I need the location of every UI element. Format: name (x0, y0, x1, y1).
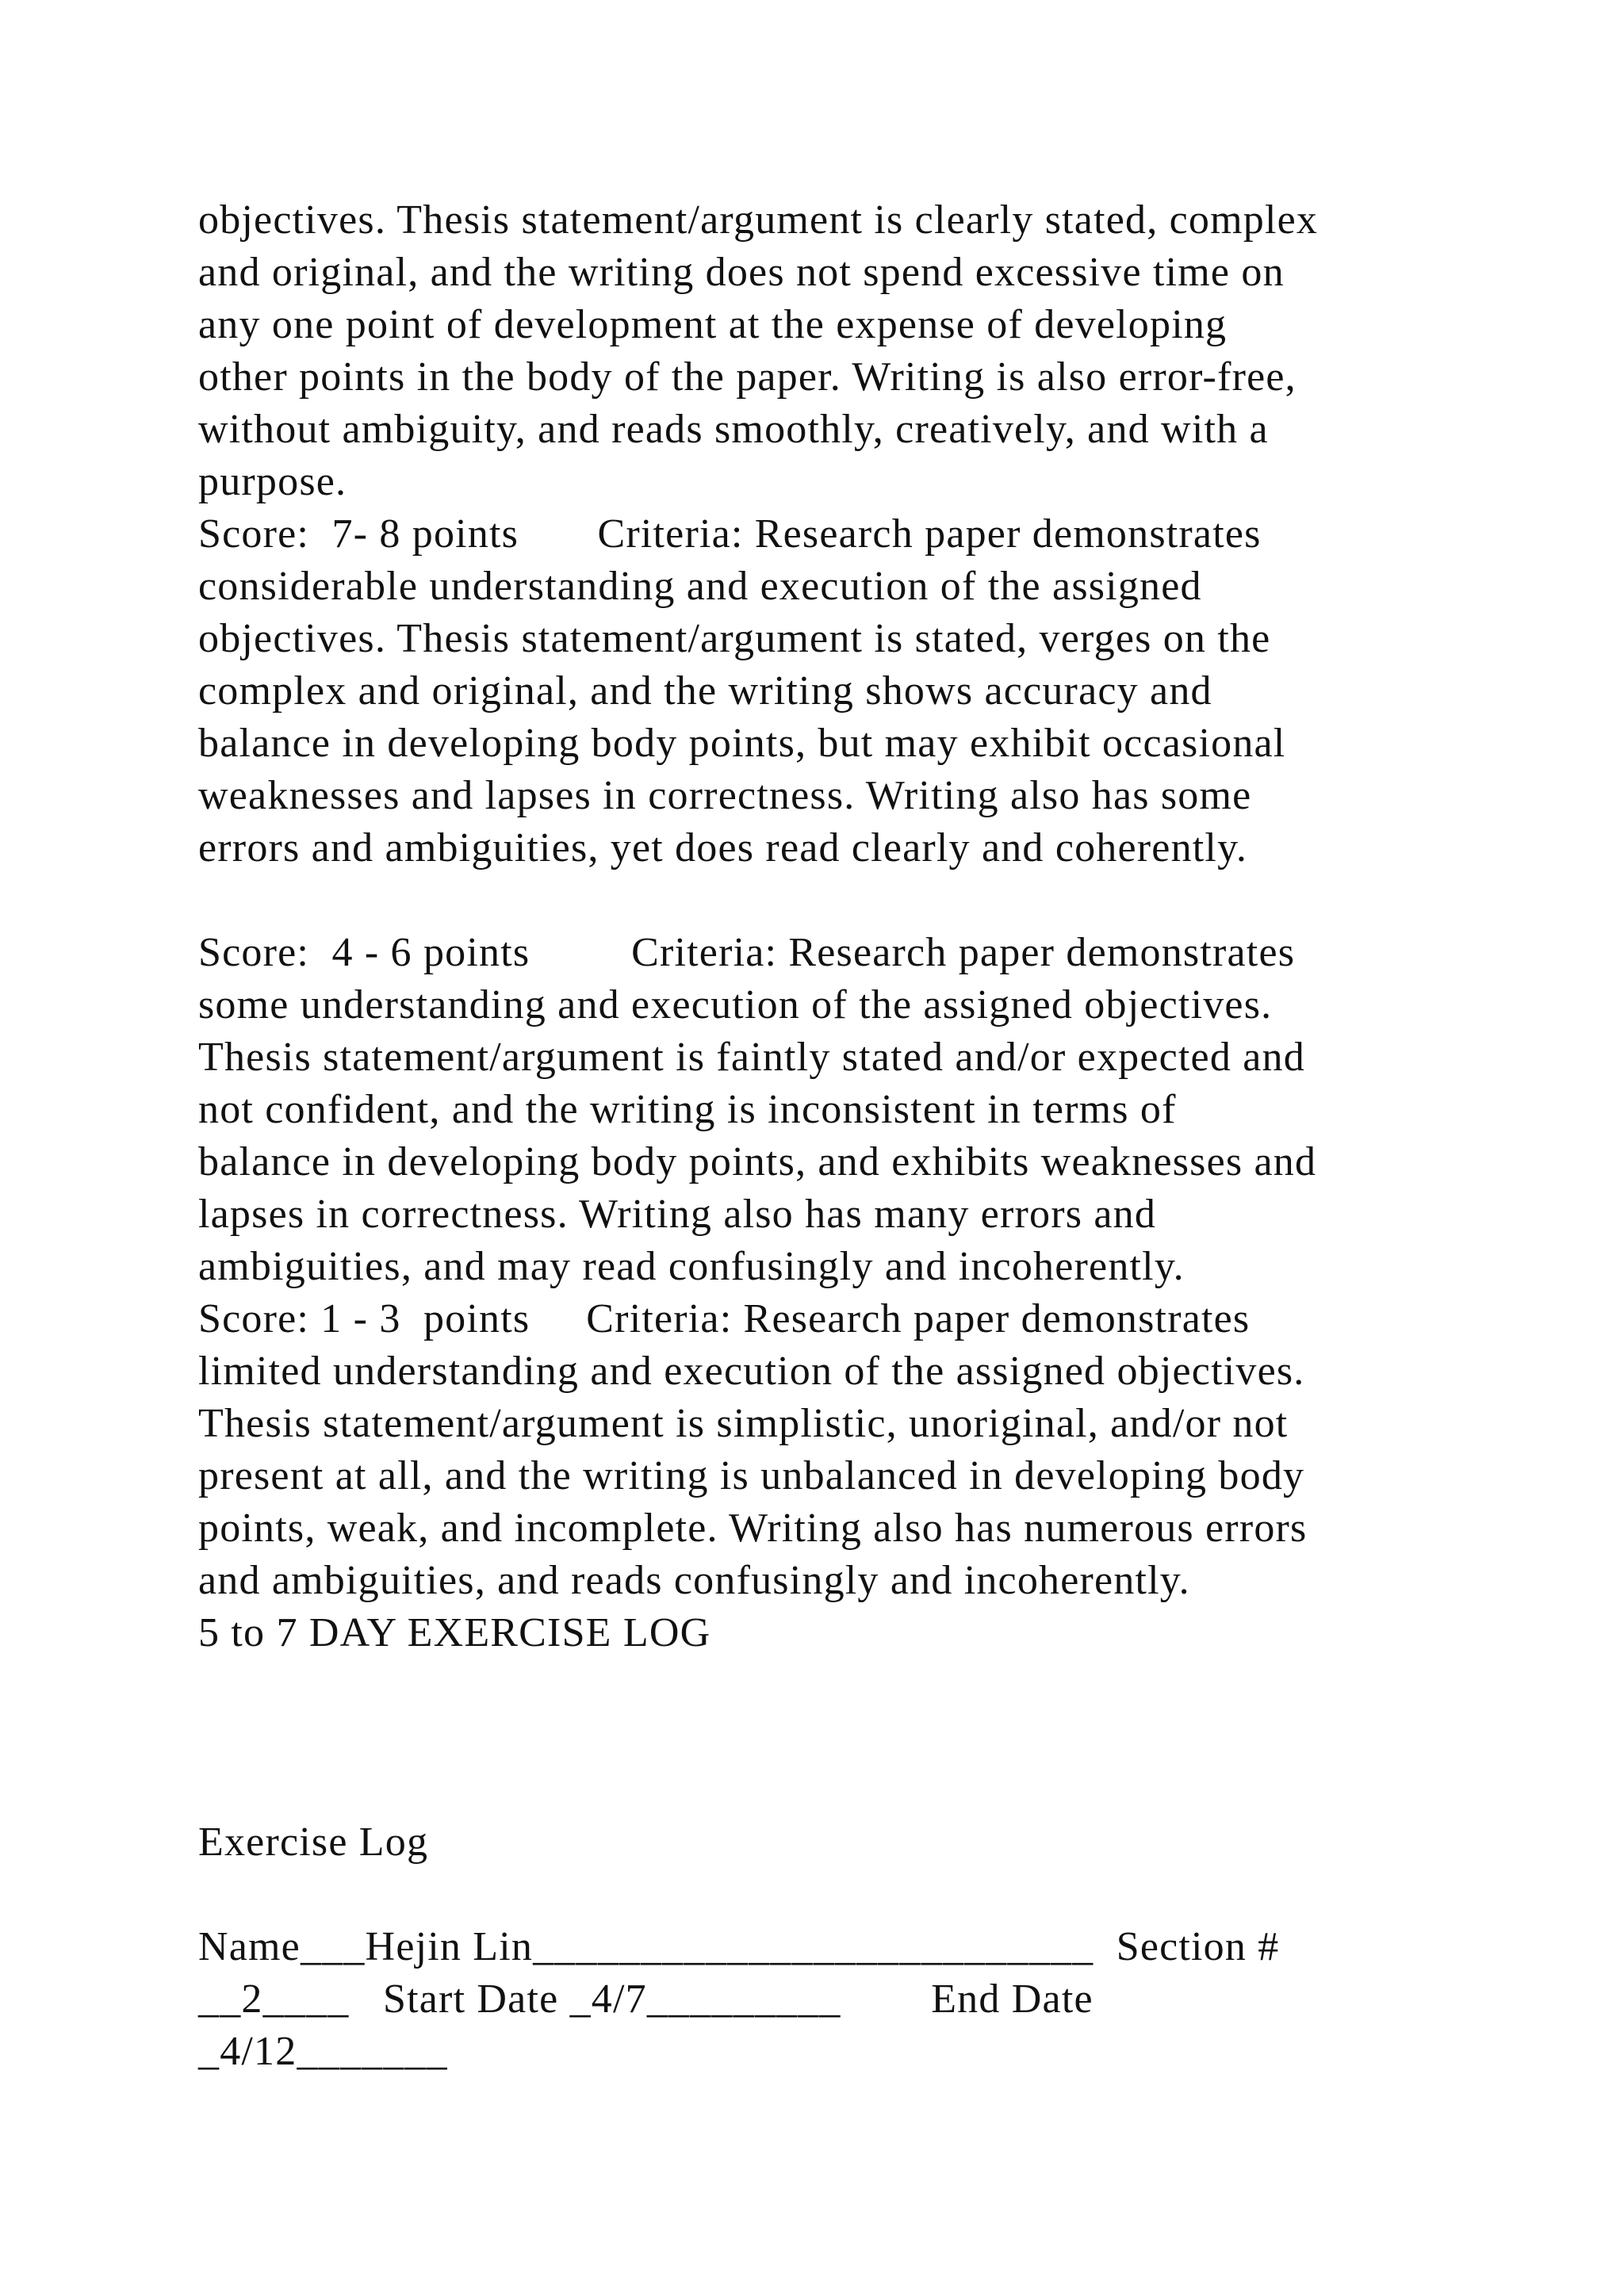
text-line: some understanding and execution of the assigned objectives. (198, 982, 1273, 1027)
text-line: objectives. Thesis statement/argument is stated, verges on the (198, 616, 1271, 661)
text-line: other points in the body of the paper. Writing is also error-free, (198, 354, 1297, 400)
text-line: balance in developing body points, and exhibits weaknesses and (198, 1139, 1317, 1184)
end-date-line: _4/12_______ (198, 2029, 448, 2074)
text-line: balance in developing body points, but may exhibit occasional (198, 721, 1286, 766)
text-line: weaknesses and lapses in correctness. Writing also has some (198, 773, 1252, 818)
text-line: objectives. Thesis statement/argument is clearly stated, complex (198, 197, 1319, 243)
text-line: complex and original, and the writing shows accuracy and (198, 668, 1212, 714)
text-line: lapses in correctness. Writing also has many errors and (198, 1192, 1157, 1237)
score-7-8-heading: Score: 7- 8 points Criteria: Research paper demonstrates (198, 511, 1262, 557)
text-line: purpose. (198, 459, 347, 504)
date-line: __2____ Start Date _4/7_________ End Date (198, 1976, 1094, 2022)
text-line: limited understanding and execution of the assigned objectives. (198, 1349, 1305, 1394)
text-line: without ambiguity, and reads smoothly, creatively, and with a (198, 407, 1269, 452)
name-section-line: Name___Hejin Lin__________________________ Section # (198, 1924, 1280, 1969)
exercise-log-heading: Exercise Log (198, 1820, 429, 1865)
text-line: not confident, and the writing is inconsistent in terms of (198, 1087, 1177, 1132)
text-line: considerable understanding and execution of the assigned (198, 564, 1202, 609)
text-line: present at all, and the writing is unbalanced in developing body (198, 1453, 1305, 1498)
text-line: and ambiguities, and reads confusingly and incoherently. (198, 1558, 1190, 1603)
text-line: Thesis statement/argument is faintly stated and/or expected and (198, 1035, 1305, 1080)
score-4-6-heading: Score: 4 - 6 points Criteria: Research paper demonstrates (198, 930, 1296, 975)
text-line: errors and ambiguities, yet does read clearly and coherently. (198, 825, 1248, 871)
text-line: and original, and the writing does not spend excessive time on (198, 250, 1285, 295)
text-line: points, weak, and incomplete. Writing also has numerous errors (198, 1506, 1308, 1551)
text-line: any one point of development at the expense of developing (198, 302, 1228, 347)
score-1-3-heading: Score: 1 - 3 points Criteria: Research paper demonstrates (198, 1296, 1251, 1341)
text-line: ambiguities, and may read confusingly and incoherently. (198, 1244, 1185, 1289)
exercise-log-title: 5 to 7 DAY EXERCISE LOG (198, 1610, 711, 1655)
text-line: Thesis statement/argument is simplistic, unoriginal, and/or not (198, 1401, 1289, 1446)
